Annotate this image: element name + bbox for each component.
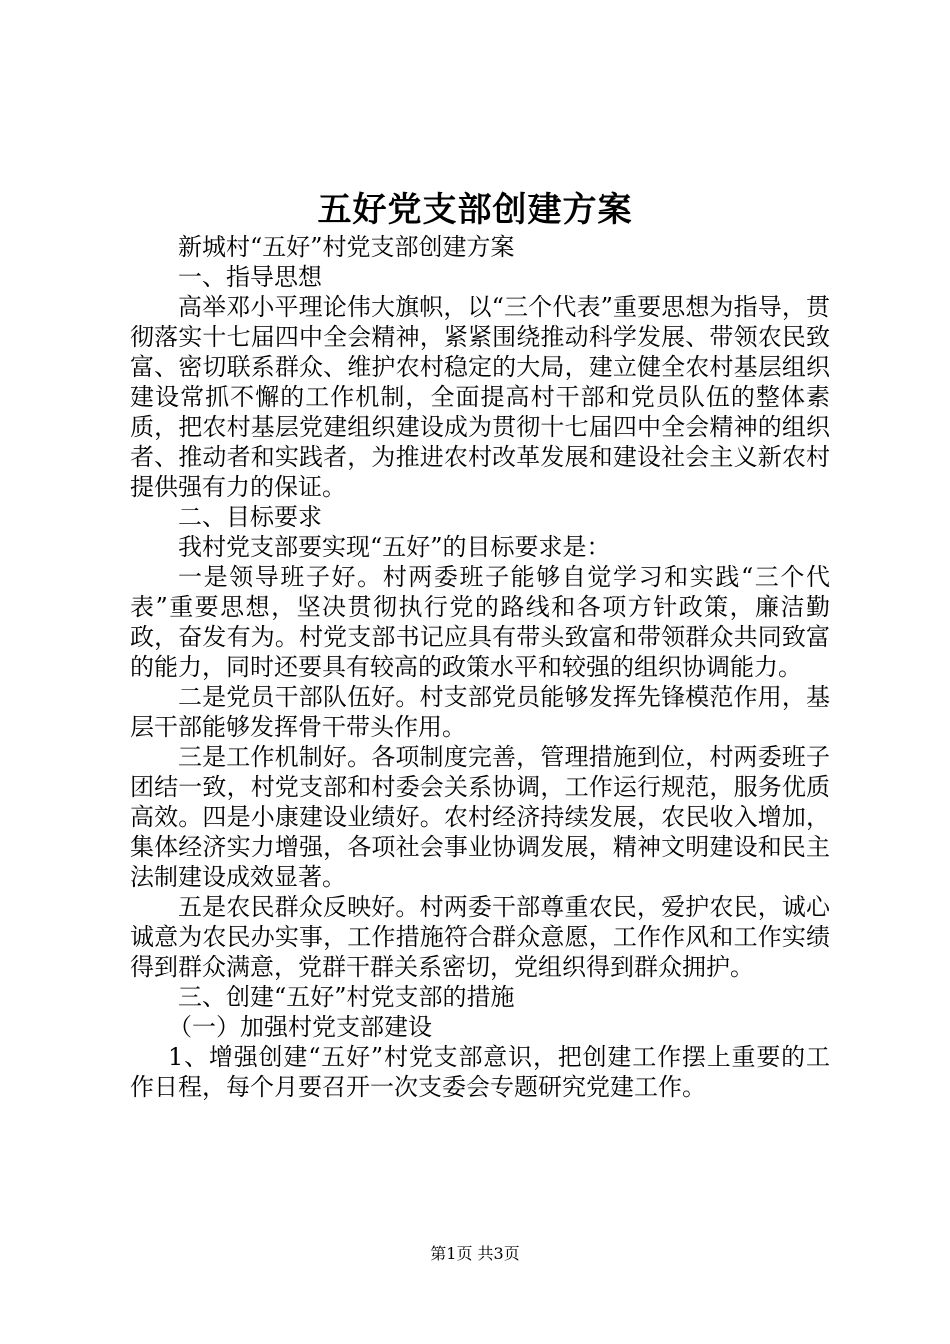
paragraph: 高举邓小平理论伟大旗帜，以“三个代表”重要思想为指导，贯彻落实十七届四中全会精神，紧紧围绕推动科学发展、带领农民致富、密切联系群众、维护农村稳定的大局，建立健全农村基层组织建设常抓不懈的工作机制，全面提高村干部和党员队伍的整体素质，把农村基层党建组织建设成为贯彻十七届四中全会精神的组织者、推动者和实践者，为推进农村改革发展和建设社会主义新农村提供强有力的保证。: [130, 293, 830, 501]
subtitle-paragraph: 新城村“五好”村党支部创建方案: [178, 233, 515, 261]
paragraph: 二是党员干部队伍好。村支部党员能够发挥先锋模范作用，基层干部能够发挥骨干带头作用。: [130, 683, 830, 741]
section-heading-3: 三、创建“五好”村党支部的措施: [178, 983, 515, 1011]
paragraph: 五是农民群众反映好。村两委干部尊重农民，爱护农民，诚心诚意为农民办实事，工作措施符合群众意愿，工作作风和工作实绩得到群众满意，党群干群关系密切，党组织得到群众拥护。: [130, 893, 830, 981]
section-heading-1: 一、指导思想: [178, 263, 322, 291]
document-body: [130, 232, 830, 1102]
page-footer: 第1页 共3页: [430, 1244, 520, 1263]
paragraph: 我村党支部要实现“五好”的目标要求是：: [178, 533, 611, 561]
paragraph: 1、增强创建“五好”村党支部意识，把创建工作摆上重要的工作日程，每个月要召开一次支委会专题研究党建工作。: [130, 1043, 830, 1101]
paragraph: 三是工作机制好。各项制度完善，管理措施到位，村两委班子团结一致，村党支部和村委会关系协调，工作运行规范，服务优质高效。四是小康建设业绩好。农村经济持续发展，农民收入增加，集体经济实力增强，各项社会事业协调发展，精神文明建设和民主法制建设成效显著。: [130, 743, 830, 891]
subsection-heading: （一）加强村党支部建设: [168, 1013, 432, 1041]
paragraph: 一是领导班子好。村两委班子能够自觉学习和实践“三个代表”重要思想，坚决贯彻执行党的路线和各项方针政策，廉洁勤政，奋发有为。村党支部书记应具有带头致富和带领群众共同致富的能力，同时还要具有较高的政策水平和较强的组织协调能力。: [130, 563, 830, 681]
document-title: 五好党支部创建方案: [317, 190, 633, 230]
section-heading-2: 二、目标要求: [178, 503, 322, 531]
